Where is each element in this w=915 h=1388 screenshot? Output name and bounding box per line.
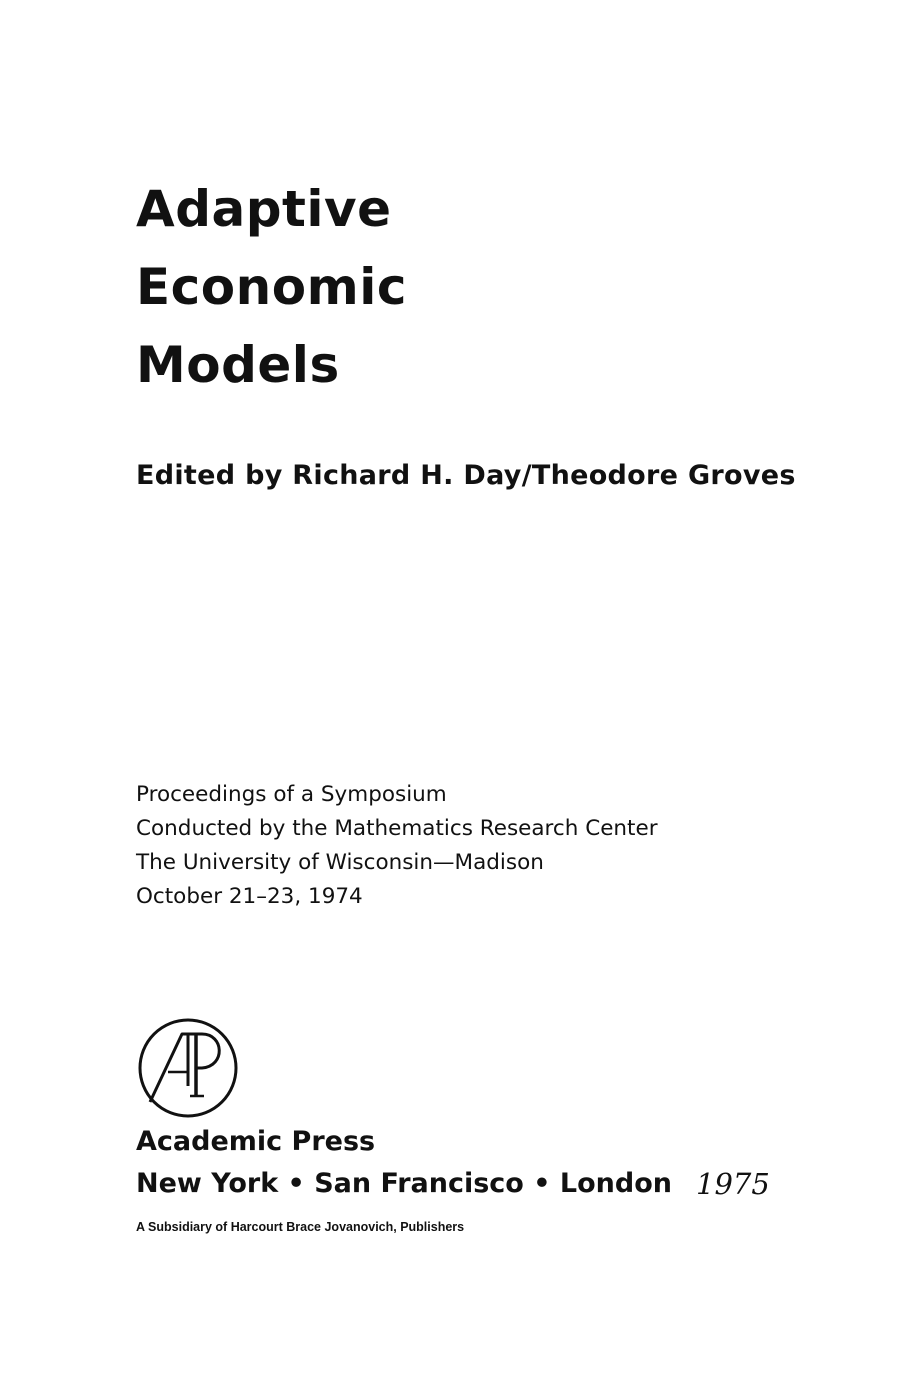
- proceedings-line-3: The University of Wisconsin—Madison: [136, 850, 544, 875]
- title-block: [136, 170, 407, 404]
- proceedings-line-1: Proceedings of a Symposium: [136, 782, 447, 807]
- title-line-3: Models: [136, 336, 340, 394]
- proceedings-line-2: Conducted by the Mathematics Research Center: [136, 816, 658, 841]
- editors-line: Edited by Richard H. Day/Theodore Groves: [136, 460, 796, 491]
- proceedings-line-4: October 21–23, 1974: [136, 884, 363, 909]
- publisher-name: Academic Press: [136, 1126, 376, 1157]
- title-line-2: Economic: [136, 258, 407, 316]
- publisher-cities: New York • San Francisco • London: [136, 1168, 672, 1199]
- title-line-1: Adaptive: [136, 180, 392, 238]
- proceedings-block: [136, 778, 658, 914]
- publisher-cities-row: [136, 1162, 776, 1206]
- publisher-subsidiary-note: A Subsidiary of Harcourt Brace Jovanovich, Publishers: [136, 1220, 465, 1234]
- academic-press-logo-icon: [136, 1016, 240, 1120]
- publication-year: 1975: [696, 1167, 770, 1201]
